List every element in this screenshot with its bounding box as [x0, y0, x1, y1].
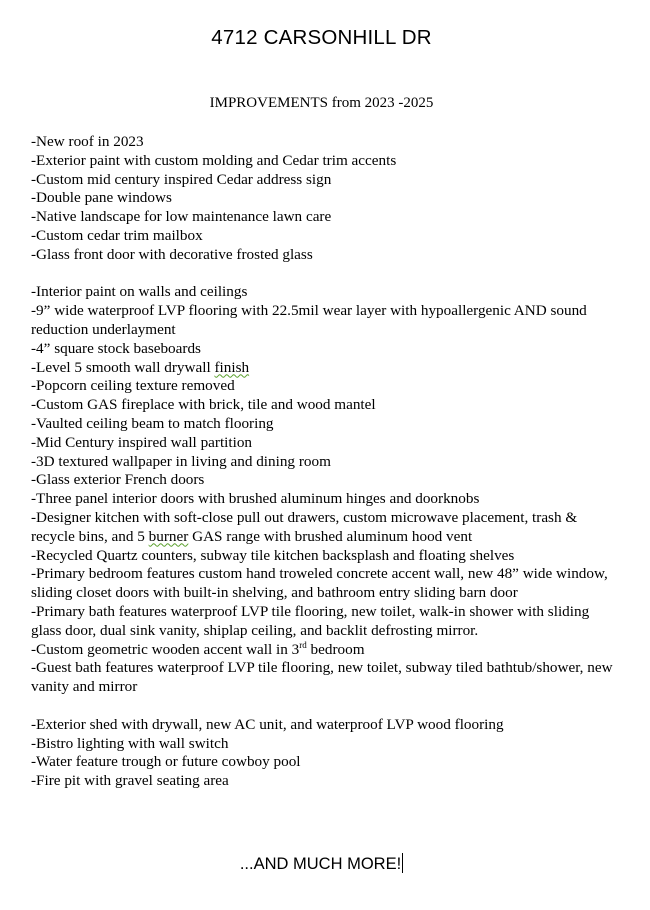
- list-item-text: GAS range with brushed aluminum hood vent: [188, 527, 473, 545]
- list-item: -Glass front door with decorative frosted glass: [31, 245, 313, 263]
- list-item-text: -Designer kitchen with soft-close pull out drawers, custom microwave placement, trash & recycle bins, and 5: [31, 508, 578, 545]
- list-item: -Custom mid century inspired Cedar address sign: [31, 170, 332, 188]
- list-item: -Three panel interior doors with brushed aluminum hinges and doorknobs: [31, 490, 480, 508]
- closing-text: ...AND MUCH MORE!: [239, 855, 402, 873]
- property-address-heading: 4712 CARSONHILL DR: [211, 26, 432, 49]
- list-item: -Primary bedroom features custom hand troweled concrete accent wall, new 48” wide window, sliding closet doors with built-in shelving, and bathroom entry sliding barn door: [31, 565, 608, 602]
- list-item: [31, 509, 621, 547]
- spellcheck-marked-word: burner: [148, 527, 189, 545]
- list-item: -Custom cedar trim mailbox: [31, 226, 203, 244]
- list-item: -Native landscape for low maintenance lawn care: [31, 208, 332, 226]
- list-item: -9” wide waterproof LVP flooring with 22.5mil wear layer with hypoallergenic AND sound reduction underlayment: [31, 302, 587, 338]
- list-item: -Double pane windows: [31, 189, 172, 207]
- closing-line: [0, 853, 643, 874]
- list-item: -Mid Century inspired wall partition: [31, 433, 253, 451]
- list-item-text: bedroom: [306, 640, 365, 658]
- list-item-text: -Level 5 smooth wall drywall: [31, 358, 215, 376]
- list-item: -Guest bath features waterproof LVP tile flooring, new toilet, subway tiled bathtub/shower, new vanity and mirror: [31, 659, 613, 696]
- list-item: -Exterior shed with drywall, new AC unit, and waterproof LVP wood flooring: [31, 715, 504, 733]
- list-item: -4” square stock baseboards: [31, 339, 201, 357]
- list-item: [31, 641, 621, 660]
- list-item: -Bistro lighting with wall switch: [31, 734, 229, 752]
- text-cursor: [402, 853, 403, 873]
- list-item: -Interior paint on walls and ceilings: [31, 283, 248, 301]
- ordinal-superscript: rd: [299, 639, 307, 650]
- spellcheck-marked-word: finish: [214, 358, 250, 376]
- improvements-list: [31, 133, 621, 791]
- outdoor-improvements-group: [31, 716, 621, 791]
- improvements-subtitle: IMPROVEMENTS from 2023 -2025: [209, 95, 434, 111]
- list-item: -Glass exterior French doors: [31, 471, 205, 489]
- interior-improvements-group: [31, 283, 621, 697]
- exterior-improvements-group: [31, 133, 621, 265]
- list-item: -Fire pit with gravel seating area: [31, 772, 229, 790]
- list-item: -Recycled Quartz counters, subway tile kitchen backsplash and floating shelves: [31, 546, 515, 564]
- list-item-text: -Custom geometric wooden accent wall in 3: [31, 640, 300, 658]
- list-item: -Custom GAS fireplace with brick, tile and wood mantel: [31, 396, 376, 414]
- list-item: -Exterior paint with custom molding and Cedar trim accents: [31, 151, 397, 169]
- list-item: -Water feature trough or future cowboy pool: [31, 753, 301, 771]
- list-item: -New roof in 2023: [31, 133, 144, 150]
- list-item: -Vaulted ceiling beam to match flooring: [31, 414, 274, 432]
- list-item: -3D textured wallpaper in living and dining room: [31, 452, 331, 470]
- list-item: -Primary bath features waterproof LVP tile flooring, new toilet, walk-in shower with sliding glass door, dual sink vanity, shiplap ceiling, and backlit defrosting mirror.: [31, 602, 590, 639]
- list-item: -Popcorn ceiling texture removed: [31, 377, 235, 395]
- list-item: [31, 359, 621, 378]
